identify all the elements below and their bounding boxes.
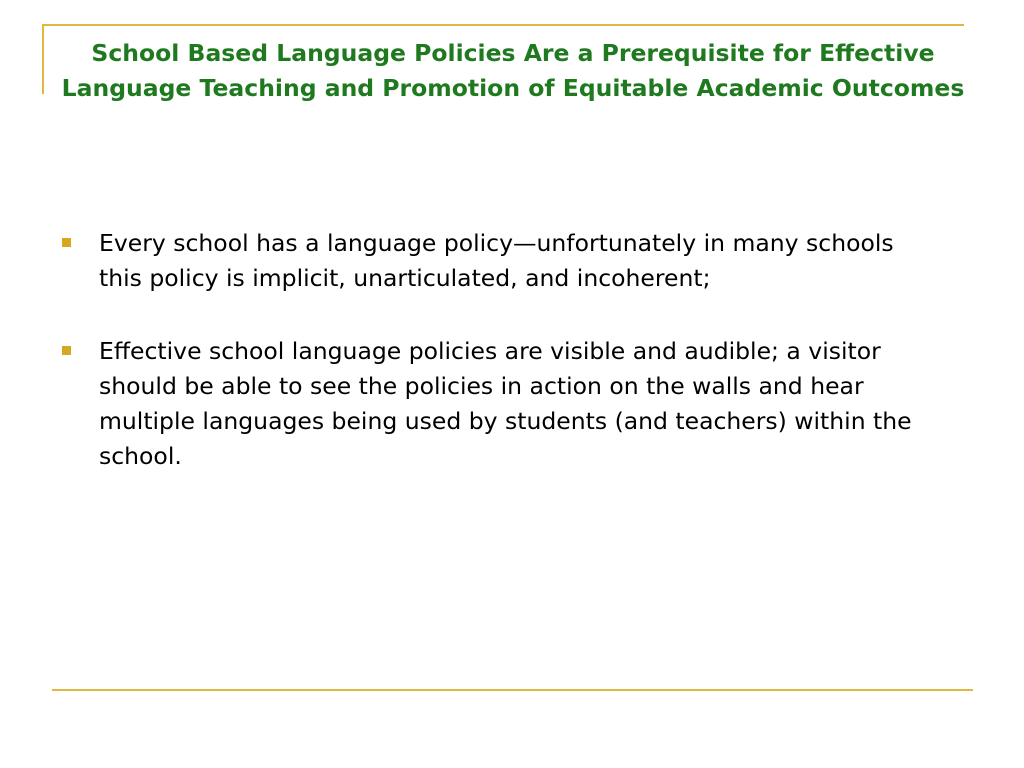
bullet-text: Effective school language policies are visible and audible; a visitor should be able to see the policies in action on the walls and hear multiple languages being used by students (and teachers) within the school. [99, 337, 912, 470]
bullet-item [62, 334, 942, 474]
slide-title: School Based Language Policies Are a Prerequisite for Effective Language Teaching and Promotion of Equitable Academic Outcomes [61, 39, 965, 102]
square-bullet-icon [62, 238, 71, 247]
bullet-list [62, 226, 942, 512]
bullet-text: Every school has a language policy—unfortunately in many schools this policy is implicit, unarticulated, and incoherent; [99, 229, 894, 292]
bullet-item [62, 226, 942, 296]
title-frame-top-rule [42, 24, 964, 26]
title-frame-left-rule [42, 24, 44, 94]
footer-rule [52, 689, 973, 691]
square-bullet-icon [62, 346, 71, 355]
